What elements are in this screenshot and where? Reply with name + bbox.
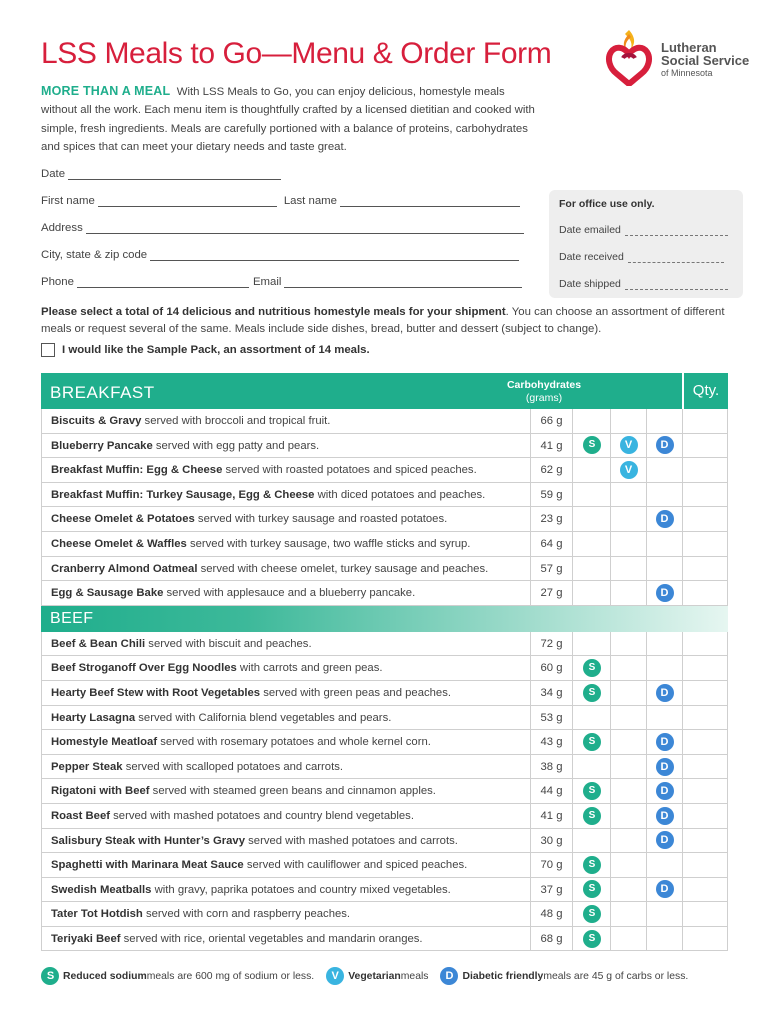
reduced-sodium-cell [572,557,610,581]
reduced-sodium-cell [572,507,610,531]
reduced-sodium-cell [572,927,610,951]
menu-item-name: Teriyaki Beef [51,932,121,945]
vegetarian-cell [610,681,646,705]
diabetic-friendly-icon: D [656,436,674,454]
vegetarian-cell [610,902,646,926]
vegetarian-cell [610,730,646,754]
menu-item-name: Egg & Sausage Bake [51,587,164,600]
lss-logo [603,28,753,90]
diabetic-friendly-cell [646,656,682,680]
carb-value: 53 g [530,706,572,730]
reduced-sodium-icon: S [583,807,601,825]
reduced-sodium-cell [572,829,610,853]
date-shipped-field[interactable] [625,280,728,290]
carb-value: 64 g [530,532,572,556]
diabetic-friendly-icon: D [656,584,674,602]
diabetic-friendly-cell [646,458,682,482]
menu-item-description: served with broccoli and tropical fruit. [141,415,331,427]
menu-row [41,632,728,657]
reduced-sodium-cell [572,902,610,926]
diabetic-friendly-icon: D [656,510,674,528]
logo-text-line1: Lutheran [661,40,717,55]
menu-item-description: served with egg patty and pears. [152,439,320,452]
qty-input[interactable] [682,458,728,482]
vegetarian-cell [610,458,646,482]
menu-item-name: Breakfast Muffin: Egg & Cheese [51,464,223,477]
intro-lead: MORE THAN A MEAL [41,84,171,98]
carb-value: 27 g [530,581,572,605]
diabetic-friendly-cell [646,483,682,507]
carb-value: 70 g [530,853,572,877]
carb-value: 41 g [530,434,572,458]
qty-input[interactable] [682,581,728,605]
legend-d-bold: Diabetic friendly [462,970,544,982]
menu-item-text [51,835,458,847]
diabetic-friendly-cell [646,779,682,803]
reduced-sodium-cell [572,853,610,877]
menu-item-description: served with cheese omelet, turkey sausage and peaches. [197,562,489,575]
menu-row [41,706,728,731]
selection-instructions-rest: . You can choose an assortment of different meals or request several of the same. Meals include side dishes, bread, butter and dessert (subject to change). [41,306,725,335]
reduced-sodium-icon: S [583,880,601,898]
selection-instructions-bold: Please select a total of 14 delicious and nutritious homestyle meals for your shipment [41,306,506,318]
menu-item-description: served with cauliflower and spiced peaches. [243,859,468,872]
reduced-sodium-cell [572,581,610,605]
diabetic-friendly-cell [646,853,682,877]
reduced-sodium-icon: S [583,659,601,677]
menu-row [41,507,728,532]
vegetarian-cell [610,927,646,951]
diabetic-friendly-icon: D [656,782,674,800]
menu-item-description: served with California blend vegetables and pears. [135,711,392,724]
diabetic-friendly-icon: D [656,684,674,702]
diabetic-friendly-cell [646,927,682,951]
menu-row [41,755,728,780]
menu-row [41,829,728,854]
qty-input[interactable] [682,902,728,926]
sample-pack-label: I would like the Sample Pack, an assortment of 14 meals. [62,344,370,356]
menu-item-text [51,785,436,797]
diabetic-friendly-icon: D [440,967,458,985]
reduced-sodium-cell [572,532,610,556]
vegetarian-icon: V [620,436,638,454]
menu-row [41,927,728,952]
beef-rows [41,632,728,952]
reduced-sodium-cell [572,755,610,779]
diabetic-friendly-cell [646,532,682,556]
vegetarian-cell [610,434,646,458]
vegetarian-cell [610,581,646,605]
menu-row [41,581,728,606]
carb-value: 62 g [530,458,572,482]
beef-section-title: BEEF [50,609,94,627]
qty-header: Qty. [682,373,728,409]
diabetic-friendly-cell [646,804,682,828]
menu-item-text [51,563,488,575]
qty-input[interactable] [682,434,728,458]
vegetarian-cell [610,632,646,656]
date-field[interactable] [68,168,281,180]
diabetic-friendly-cell [646,581,682,605]
date-label: Date [41,168,66,180]
vegetarian-cell [610,706,646,730]
breakfast-header [41,373,728,409]
vegetarian-cell [610,656,646,680]
date-received-row [559,251,724,263]
menu-row [41,409,728,434]
vegetarian-cell [610,804,646,828]
menu-item-text [51,662,382,674]
vegetarian-cell [610,507,646,531]
reduced-sodium-icon: S [583,930,601,948]
menu-item-name: Cranberry Almond Oatmeal [51,562,198,575]
menu-item-text [51,513,447,525]
menu-item-description: with carrots and green peas. [236,662,383,675]
menu-row [41,557,728,582]
menu-item-name: Spaghetti with Marinara Meat Sauce [51,859,244,872]
diabetic-friendly-cell [646,755,682,779]
carb-value: 23 g [530,507,572,531]
menu-row [41,532,728,557]
vegetarian-icon: V [326,967,344,985]
reduced-sodium-cell [572,804,610,828]
carb-value: 38 g [530,755,572,779]
vegetarian-cell [610,779,646,803]
page-title: LSS Meals to Go—Menu & Order Form [41,37,552,70]
diabetic-friendly-cell [646,681,682,705]
qty-input[interactable] [682,706,728,730]
selection-instructions [41,304,731,338]
menu-item-description: served with scalloped potatoes and carrots. [122,760,344,773]
menu-item-text [51,687,451,699]
carb-value: 57 g [530,557,572,581]
menu-item-text [51,587,415,599]
diabetic-friendly-cell [646,829,682,853]
qty-input[interactable] [682,853,728,877]
reduced-sodium-cell [572,409,610,433]
date-emailed-label: Date emailed [559,224,621,236]
qty-input[interactable] [682,656,728,680]
qty-input[interactable] [682,829,728,853]
logo-heart-flame-icon [603,28,655,86]
email-field[interactable] [284,276,522,288]
reduced-sodium-cell [572,878,610,902]
menu-row [41,902,728,927]
menu-item-description: served with turkey sausage and roasted potatoes. [194,513,448,526]
qty-input[interactable] [682,779,728,803]
date-shipped-row [559,278,728,290]
reduced-sodium-cell [572,730,610,754]
carb-value: 59 g [530,483,572,507]
date-field-row [41,168,281,180]
diabetic-friendly-cell [646,434,682,458]
menu-row [41,853,728,878]
diabetic-friendly-cell [646,557,682,581]
carbohydrates-header [490,379,598,405]
reduced-sodium-icon: S [583,782,601,800]
menu-row [41,730,728,755]
vegetarian-icon: V [620,461,638,479]
sample-pack-checkbox[interactable] [41,343,55,357]
menu-item-description: served with mashed potatoes and country blend vegetables. [110,809,414,822]
menu-item-description: served with turkey sausage, two waffle sticks and syrup. [186,537,471,550]
menu-item-name: Beef & Bean Chili [51,637,146,650]
sample-pack-option [41,343,370,357]
menu-item-name: Pepper Steak [51,760,123,773]
menu-item-name: Blueberry Pancake [51,439,153,452]
reduced-sodium-icon: S [583,684,601,702]
menu-item-name: Swedish Meatballs [51,883,152,896]
qty-input[interactable] [682,557,728,581]
menu-item-description: served with biscuit and peaches. [145,637,312,650]
menu-row [41,878,728,903]
beef-header [41,606,728,632]
carb-header-label: Carbohydrates [506,379,582,391]
reduced-sodium-icon: S [583,436,601,454]
reduced-sodium-icon: S [583,733,601,751]
menu-item-name: Hearty Beef Stew with Root Vegetables [51,686,261,699]
menu-item-text [51,908,350,920]
date-emailed-field[interactable] [625,226,728,236]
legend-d-text: meals are 45 g of carbs or less. [543,970,689,982]
diabetic-friendly-cell [646,730,682,754]
menu-item-description: served with applesauce and a blueberry pancake. [163,587,416,600]
contact-field-row [41,276,522,288]
menu-item-description: with gravy, paprika potatoes and country mixed vegetables. [151,883,451,896]
menu-row [41,458,728,483]
office-use-title: For office use only. [559,198,655,210]
qty-input[interactable] [682,755,728,779]
vegetarian-cell [610,409,646,433]
diabetic-friendly-cell [646,706,682,730]
legend-rs-bold: Reduced sodium [63,970,147,982]
menu-item-text [51,736,431,748]
menu-item-text [51,538,470,550]
reduced-sodium-cell [572,706,610,730]
menu-item-name: Tater Tot Hotdish [51,908,143,921]
reduced-sodium-icon: S [41,967,59,985]
diabetic-friendly-cell [646,632,682,656]
diabetic-friendly-icon: D [656,733,674,751]
menu-row [41,804,728,829]
menu-item-name: Cheese Omelet & Waffles [51,537,187,550]
diabetic-friendly-icon: D [656,831,674,849]
menu-item-name: Beef Stroganoff Over Egg Noodles [51,662,237,675]
last-name-label: Last name [283,195,338,207]
qty-input[interactable] [682,730,728,754]
carb-value: 44 g [530,779,572,803]
legend-v-bold: Vegetarian [348,970,401,982]
carb-value: 30 g [530,829,572,853]
date-emailed-row [559,224,728,236]
reduced-sodium-cell [572,483,610,507]
reduced-sodium-cell [572,434,610,458]
reduced-sodium-cell [572,632,610,656]
menu-item-name: Breakfast Muffin: Turkey Sausage, Egg & Cheese [51,488,315,501]
reduced-sodium-cell [572,779,610,803]
menu-row [41,656,728,681]
carb-value: 48 g [530,902,572,926]
menu-item-name: Roast Beef [51,809,111,822]
diabetic-friendly-cell [646,878,682,902]
carb-value: 37 g [530,878,572,902]
breakfast-section-title: BREAKFAST [50,383,155,402]
menu-item-text [51,761,343,773]
carb-value: 60 g [530,656,572,680]
diabetic-friendly-icon: D [656,758,674,776]
last-name-field[interactable] [340,195,520,207]
menu-item-description: served with roasted potatoes and spiced peaches. [222,464,477,477]
menu-item-text [51,933,423,945]
office-use-box [549,190,743,298]
qty-input[interactable] [682,927,728,951]
menu-item-name: Salisbury Steak with Hunter’s Gravy [51,834,245,847]
menu-row [41,434,728,459]
diabetic-friendly-cell [646,902,682,926]
menu-item-description: served with mashed potatoes and carrots. [245,834,458,847]
qty-input[interactable] [682,483,728,507]
reduced-sodium-icon: S [583,905,601,923]
carb-value: 43 g [530,730,572,754]
vegetarian-cell [610,557,646,581]
diabetic-friendly-cell [646,507,682,531]
vegetarian-cell [610,878,646,902]
vegetarian-cell [610,829,646,853]
city-field-row [41,249,519,261]
intro-body: With LSS Meals to Go, you can enjoy delicious, homestyle meals without all the work. Each menu item is thoughtfully crafted by a licensed dietitian and cooked with simple, fresh ingredients. Meals are carefully portioned with a balance of proteins, carbohydrates and spices that can meet your dietary needs and taste great. [41,86,535,154]
first-name-field[interactable] [98,195,277,207]
menu-item-name: Rigatoni with Beef [51,785,150,798]
menu-item-description: served with rice, oriental vegetables and mandarin oranges. [120,932,423,945]
city-state-zip-field[interactable] [150,249,519,261]
menu-row [41,779,728,804]
carb-value: 68 g [530,927,572,951]
vegetarian-cell [610,483,646,507]
reduced-sodium-cell [572,681,610,705]
city-label: City, state & zip code [41,249,148,261]
breakfast-rows [41,409,728,606]
carb-value: 72 g [530,632,572,656]
diabetic-friendly-cell [646,409,682,433]
intro-paragraph [41,82,539,157]
first-name-label: First name [41,195,95,207]
carb-value: 34 g [530,681,572,705]
menu-item-text [51,489,485,501]
diabetic-friendly-icon: D [656,880,674,898]
logo-text-line2: Social Service [661,53,750,68]
qty-input[interactable] [682,681,728,705]
menu-item-name: Homestyle Meatloaf [51,736,158,749]
logo-text-line3: of Minnesota [661,68,713,78]
menu-item-text [51,859,467,871]
menu-item-text [51,464,477,476]
menu-item-description: served with corn and raspberry peaches. [142,908,351,921]
menu-item-text [51,638,312,650]
vegetarian-cell [610,755,646,779]
menu-item-description: with diced potatoes and peaches. [314,488,486,501]
reduced-sodium-icon: S [583,856,601,874]
menu-item-text [51,810,414,822]
address-label: Address [41,222,83,234]
vegetarian-cell [610,532,646,556]
menu-item-text [51,884,451,896]
legend-v-text: meals [400,970,429,982]
menu-item-text [51,712,391,724]
menu-row [41,681,728,706]
vegetarian-cell [610,853,646,877]
email-label: Email [252,276,282,288]
address-field[interactable] [86,222,524,234]
carb-value: 66 g [530,409,572,433]
menu-item-text [51,440,319,452]
qty-input[interactable] [682,804,728,828]
reduced-sodium-cell [572,458,610,482]
diabetic-friendly-icon: D [656,807,674,825]
menu-item-name: Biscuits & Gravy [51,415,142,427]
menu-row [41,483,728,508]
phone-field[interactable] [77,276,249,288]
phone-label: Phone [41,276,74,288]
menu-table [41,373,728,951]
reduced-sodium-cell [572,656,610,680]
menu-item-description: served with rosemary potatoes and whole kernel corn. [157,736,431,749]
menu-item-name: Cheese Omelet & Potatoes [51,513,195,526]
date-shipped-label: Date shipped [559,278,621,290]
carb-header-unit: (grams) [525,392,563,404]
date-received-field[interactable] [628,253,724,263]
carb-value: 41 g [530,804,572,828]
qty-input[interactable] [682,409,728,433]
qty-input[interactable] [682,532,728,556]
menu-item-name: Hearty Lasagna [51,711,136,724]
legend-rs-text: meals are 600 mg of sodium or less. [146,970,315,982]
menu-item-description: served with steamed green beans and cinnamon apples. [149,785,436,798]
date-received-label: Date received [559,251,624,263]
qty-input[interactable] [682,632,728,656]
address-field-row [41,222,524,234]
menu-item-description: served with green peas and peaches. [260,686,451,699]
qty-input[interactable] [682,507,728,531]
name-field-row [41,195,520,207]
legend [41,967,688,985]
qty-input[interactable] [682,878,728,902]
menu-item-text [51,415,330,427]
